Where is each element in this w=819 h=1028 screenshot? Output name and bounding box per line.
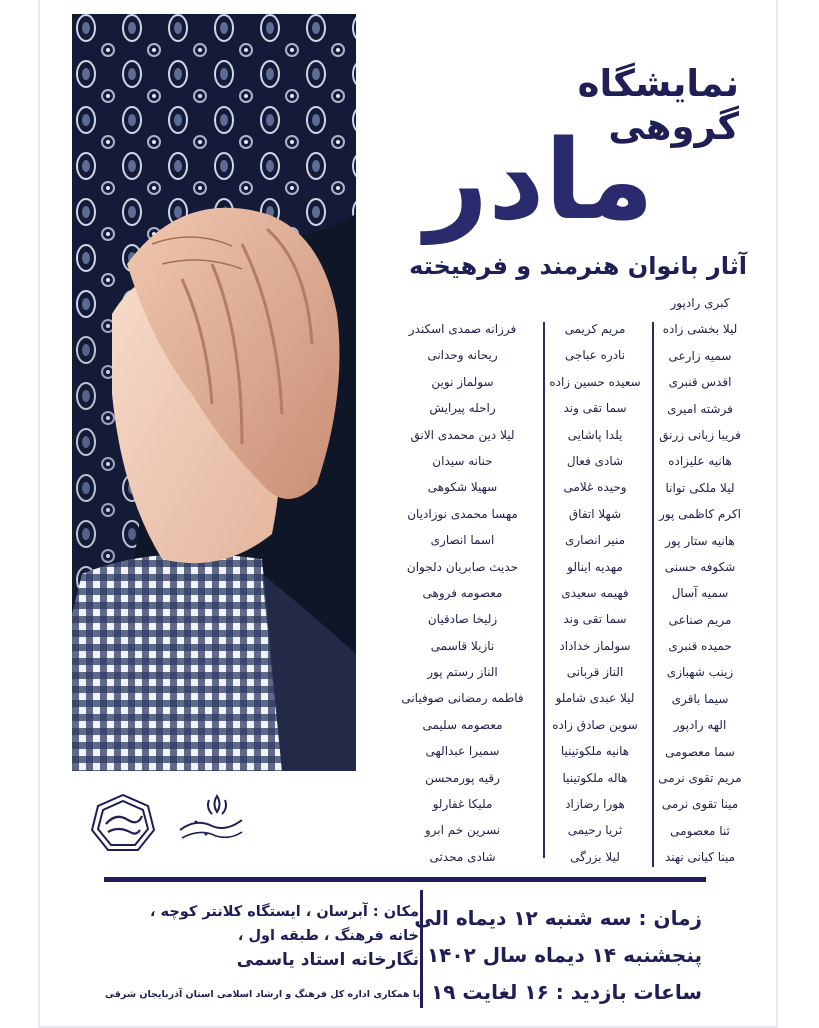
exhibition-title: مادر	[424, 116, 654, 244]
artist-name: رقیه پورمحسن	[425, 770, 500, 785]
artist-name: مهسا محمدی نوزادیان	[407, 506, 518, 521]
artist-name: زینب شهبازی	[666, 665, 734, 680]
hands-photo	[72, 14, 356, 771]
artist-name: هانیه ستار پور	[665, 533, 735, 548]
artist-name: ثریا رحیمی	[567, 823, 623, 838]
artist-name: مریم صناعی	[668, 612, 732, 627]
artist-name: سما معصومی	[665, 744, 735, 759]
artist-name: سعیده حسین زاده	[549, 374, 641, 389]
artist-name: فاطمه رمضانی صوفیانی	[401, 691, 524, 706]
artist-name: معصومه فروهی	[422, 585, 503, 600]
cooperation-note: با همکاری اداره کل فرهنگ و ارشاد اسلامی استان آذربایجان شرقی	[104, 989, 420, 1000]
artist-name: سمیه زارعی	[668, 348, 732, 363]
artist-name: حنانه سیدان	[432, 453, 493, 468]
artist-name: سمیه آسال	[671, 586, 729, 601]
artist-name: فرزانه صمدی اسکندر	[408, 322, 517, 336]
artist-name: سما تقی وند	[563, 612, 627, 627]
gallery-logo	[88, 792, 158, 860]
artist-name: اقدس قنبری	[668, 375, 732, 390]
artist-name: مینا تقوی نرمی	[661, 797, 739, 812]
ministry-logo	[176, 792, 246, 848]
artist-name: اکرم کاظمی پور	[659, 507, 741, 522]
artist-name: سولماز نوین	[431, 374, 494, 389]
artist-name: حدیث صابریان دلجوان	[406, 559, 519, 574]
artist-name: الناز رستم پور	[427, 665, 498, 680]
artist-name: نادره عباجی	[564, 348, 626, 363]
artist-name: الهه رادپور	[673, 718, 727, 733]
artist-name: هانیه ملکوتینیا	[560, 744, 630, 759]
artist-name: ملیکا غفارلو	[432, 797, 493, 812]
exhibition-label: نمایشگاه گروهی	[577, 62, 739, 148]
artist-name: لیلا ملکی توانا	[665, 480, 735, 495]
location-line-1: مکان : آبرسان ، ایستگاه کلانتر کوچه ،	[149, 904, 419, 920]
artist-column-2	[540, 316, 650, 870]
location-line-2: خانه فرهنگ ، طبقه اول ،	[237, 928, 419, 944]
artist-name: فهیمه سعیدی	[561, 585, 629, 600]
artist-name: زلیخا صادقیان	[427, 612, 498, 627]
artist-name: لیلا بخشی زاده	[662, 322, 738, 337]
artist-column-1	[645, 290, 755, 871]
artist-name: ریحانه وحدانی	[427, 348, 498, 363]
column-divider	[543, 322, 545, 858]
artist-name: ثنا معصومی	[670, 823, 730, 838]
artist-name: نسرین خم ابرو	[424, 823, 501, 838]
time-line-2: پنجشنبه ۱۴ دیماه سال ۱۴۰۲	[426, 943, 702, 967]
artist-name: لیلا دین محمدی الانق	[410, 427, 515, 442]
visiting-hours: ساعات بازدید : ۱۶ لغایت ۱۹	[431, 980, 702, 1004]
artist-name: نازیلا قاسمی	[430, 638, 495, 653]
artist-name: راحله پیرایش	[429, 401, 496, 416]
artist-name: هاله ملکوتینیا	[562, 770, 628, 785]
artist-name: هانیه علیزاده	[668, 454, 732, 469]
artist-name: مریم کریمی	[564, 322, 626, 336]
exhibition-time	[402, 900, 702, 1011]
artist-name: کبری رادپور	[670, 296, 730, 310]
artist-name: معصومه سلیمی	[422, 717, 503, 732]
artist-name: سولماز خداداد	[559, 638, 631, 653]
column-divider	[652, 322, 654, 867]
artist-name: لیلا بزرگی	[570, 849, 620, 864]
artist-name: لیلا عبدی شاملو	[555, 691, 635, 706]
artist-name: سهیلا شکوهی	[427, 480, 498, 495]
artist-name: سما تقی وند	[563, 401, 627, 416]
artist-name: شهلا اتفاق	[568, 506, 622, 521]
artist-name: الناز قربانی	[566, 665, 624, 680]
artist-name: شکوفه حسنی	[664, 559, 736, 574]
artist-name: فریبا زبانی زرنق	[659, 427, 741, 442]
artist-column-3	[395, 316, 530, 870]
gallery-name: نگارخانه استاد یاسمی	[236, 950, 419, 970]
artist-name: اسما انصاری	[430, 533, 495, 548]
footer-divider	[104, 877, 706, 882]
artist-name: وحیده غلامی	[563, 480, 627, 495]
artist-name: شادی محدثی	[429, 849, 496, 864]
artist-name: مریم تقوی نرمی	[658, 771, 742, 786]
artist-name: منیر انصاری	[564, 533, 626, 548]
artist-name: سوین صادق زاده	[552, 717, 638, 732]
artist-name: شادی فعال	[566, 453, 624, 468]
artist-name: مینا کیانی نهند	[664, 850, 736, 865]
time-line-1: زمان : سه شنبه ۱۲ دیماه الی	[414, 906, 702, 930]
artist-name: یلدا پاشایی	[567, 427, 623, 442]
artist-name: سمیرا عبدالهی	[425, 744, 500, 759]
artist-name: هورا رضازاد	[565, 797, 625, 812]
artist-name: سیما باقری	[671, 691, 729, 706]
artist-name: مهدیه اینالو	[567, 559, 623, 574]
exhibition-subtitle: آثار بانوان هنرمند و فرهیخته	[409, 252, 747, 280]
artist-name: فرشته امیری	[667, 401, 733, 416]
artist-name: حمیده قنبری	[668, 639, 732, 654]
exhibition-location	[99, 900, 419, 972]
